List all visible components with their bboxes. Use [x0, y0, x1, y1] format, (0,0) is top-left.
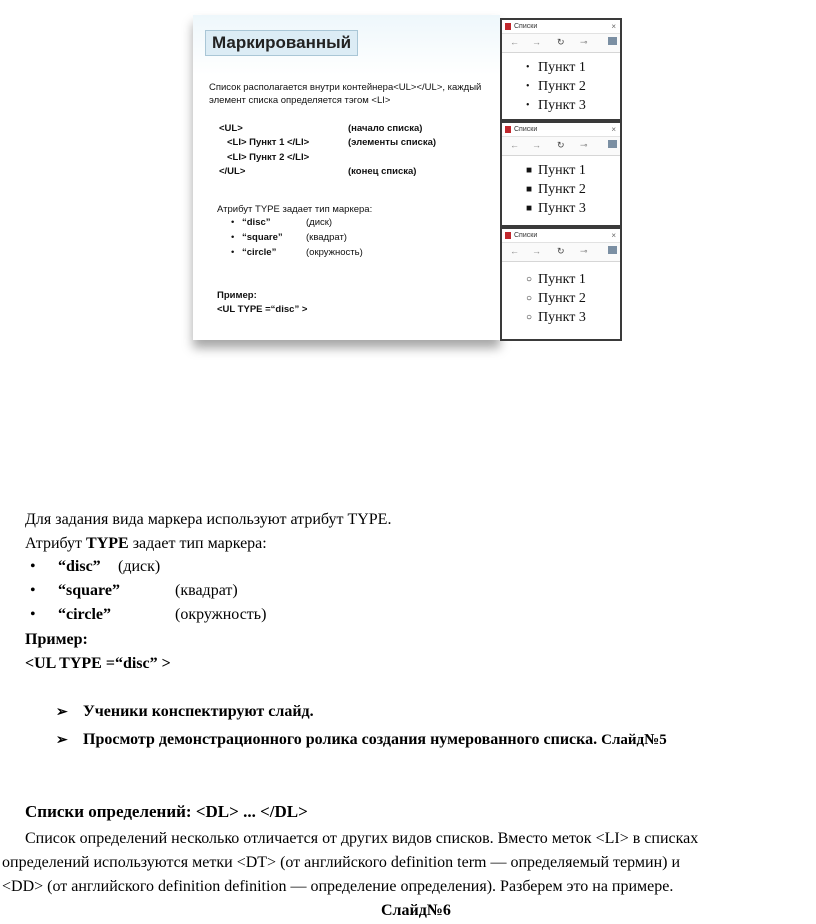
code-comment: (элементы списка) [348, 137, 437, 148]
doc-example-code: <UL TYPE =“disc” > [25, 655, 171, 672]
reload-icon[interactable]: ↻ [557, 140, 565, 150]
arrow-bullet-icon: ➢ [56, 733, 68, 748]
close-icon[interactable]: × [611, 231, 616, 240]
doc-paragraph-line: определений используются метки <DT> (от английского definition term — определяемый термин) и [2, 854, 681, 871]
browser-window-disc [500, 18, 622, 121]
arrow-bullet-icon: ➢ [56, 705, 68, 720]
doc-line-1: Для задания вида маркера используют атрибут TYPE. [25, 511, 392, 528]
back-arrow-icon[interactable]: ← [510, 246, 519, 256]
browser-window-square [500, 121, 622, 227]
menu-icon[interactable] [608, 140, 617, 148]
forward-arrow-icon[interactable]: → [532, 246, 541, 256]
browser-window-circle [500, 227, 622, 341]
list-item: • Пункт 2 [526, 79, 586, 94]
browser-logo-icon [505, 126, 511, 133]
list-item: ■ Пункт 2 [526, 182, 586, 197]
doc-paragraph-line: Список определений несколько отличается от других видов списков. Вместо меток <LI> в списках [25, 830, 699, 847]
doc-paragraph-line: <DD> (от английского definition definition — определение определения). Разберем это на примере. [2, 878, 674, 895]
browser-logo-icon [505, 232, 511, 239]
list-item: • Пункт 1 [526, 60, 586, 75]
section-heading: Списки определений: <DL> ... </DL> [25, 802, 308, 821]
list-item: ○ Пункт 1 [526, 272, 586, 287]
code-line: </UL> [219, 166, 246, 177]
slide-title: Маркированный [205, 30, 358, 56]
back-arrow-icon[interactable]: ← [510, 140, 519, 150]
key-icon[interactable]: ⊸ [580, 140, 588, 150]
reload-icon[interactable]: ↻ [557, 37, 565, 47]
window-title: Списки [514, 232, 538, 239]
slide-attr-text: Атрибут TYPE задает тип маркера: [217, 204, 373, 215]
key-icon[interactable]: ⊸ [580, 37, 588, 47]
doc-line-2: Атрибут TYPE задает тип маркера: [25, 535, 267, 552]
menu-icon[interactable] [608, 37, 617, 45]
menu-icon[interactable] [608, 246, 617, 254]
forward-arrow-icon[interactable]: → [532, 140, 541, 150]
key-icon[interactable]: ⊸ [580, 246, 588, 256]
back-arrow-icon[interactable]: ← [510, 37, 519, 47]
doc-example-label: Пример: [25, 631, 88, 648]
slide-example: Пример: <UL TYPE =“disc” > [217, 290, 308, 315]
slide-intro: Список располагается внутри контейнера<UL></UL>, каждый элемент списка определяется тэгом <LI> [209, 82, 482, 106]
list-item: ■ Пункт 1 [526, 163, 586, 178]
browser-logo-icon [505, 23, 511, 30]
forward-arrow-icon[interactable]: → [532, 37, 541, 47]
code-comment: (начало списка) [348, 123, 423, 134]
slide-image: Маркированный Список располагается внутри контейнера<UL></UL>, каждый элемент списка определяется тэгом <LI> <UL> (начало списка) <LI> Пункт 1 </LI> (элементы списка) <LI> Пункт 2 </LI> </UL> (конец списка) Атрибут TYPE задает тип маркера: • “disc” (диск) • “square” (квадрат) • “circle” (окружность) Пример: <UL TYPE =“disc” > [193, 15, 500, 340]
close-icon[interactable]: × [611, 125, 616, 134]
code-line: <UL> [219, 123, 243, 134]
list-item: • Пункт 3 [526, 98, 586, 113]
list-item: ■ Пункт 3 [526, 201, 586, 216]
code-comment: (конец списка) [348, 166, 417, 177]
list-item: ○ Пункт 3 [526, 310, 586, 325]
window-title: Списки [514, 23, 538, 30]
window-title: Списки [514, 126, 538, 133]
slide-reference: Слайд№6 [381, 902, 451, 919]
code-line: <LI> Пункт 2 </LI> [227, 152, 310, 163]
code-line: <LI> Пункт 1 </LI> [227, 137, 310, 148]
reload-icon[interactable]: ↻ [557, 246, 565, 256]
list-item: ○ Пункт 2 [526, 291, 586, 306]
close-icon[interactable]: × [611, 22, 616, 31]
